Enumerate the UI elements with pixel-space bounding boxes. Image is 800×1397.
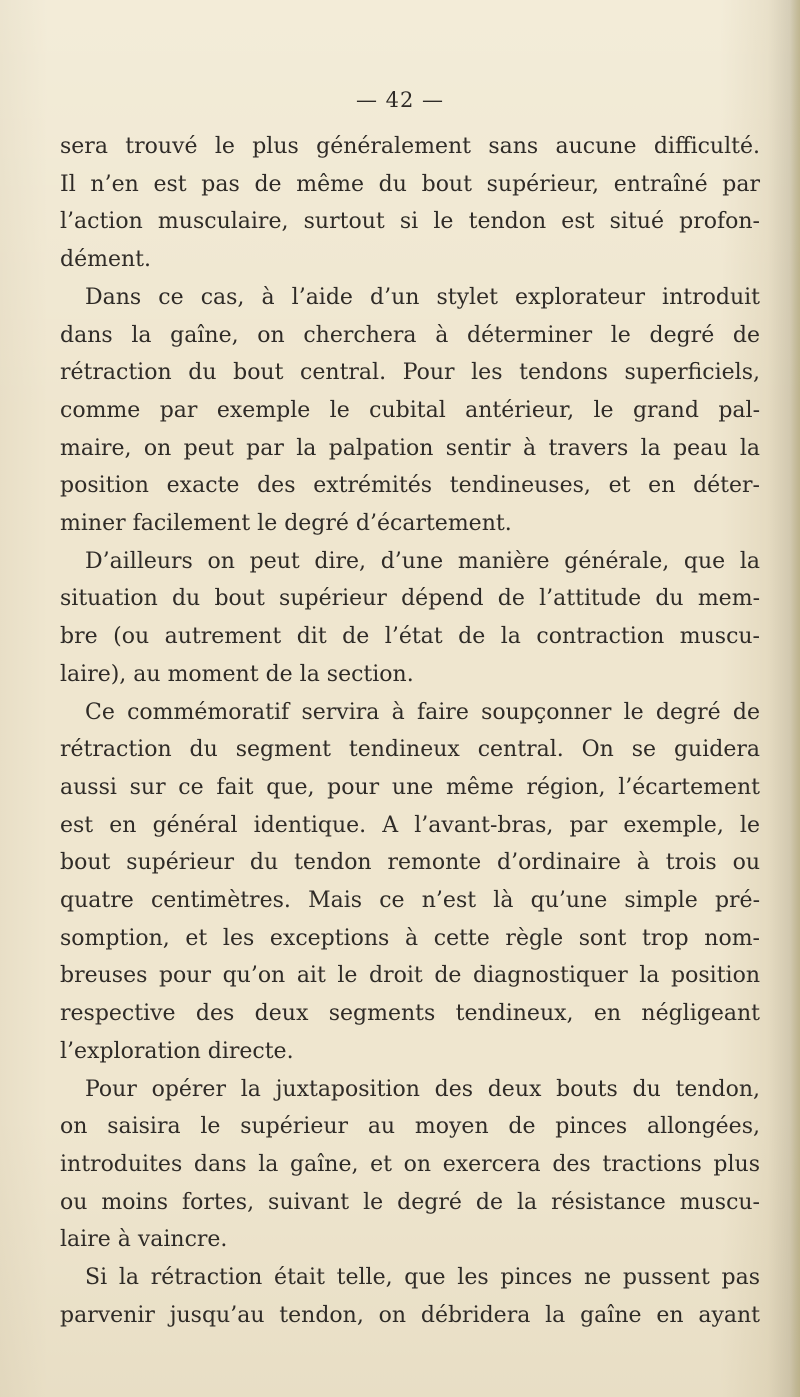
text-line: quatre centimètres. Mais ce n’est là qu’une simple pré- bbox=[60, 888, 760, 914]
page-edge-shadow bbox=[790, 0, 800, 1397]
text-line: position exacte des extrémités tendineuses, et en déter- bbox=[60, 473, 760, 499]
text-line: miner facilement le degré d’écartement. bbox=[60, 511, 512, 537]
text-line: laire), au moment de la section. bbox=[60, 661, 414, 687]
text-line: l’action musculaire, surtout si le tendon est situé profon- bbox=[60, 209, 760, 235]
body-text bbox=[60, 128, 760, 1335]
text-line: bout supérieur du tendon remonte d’ordinaire à trois ou bbox=[60, 850, 760, 876]
text-line: Pour opérer la juxtaposition des deux bouts du tendon, bbox=[85, 1076, 760, 1102]
text-line: aussi sur ce fait que, pour une même région, l’écartement bbox=[60, 774, 760, 800]
paragraph bbox=[60, 694, 760, 1071]
paragraph bbox=[60, 128, 760, 279]
text-line: maire, on peut par la palpation sentir à travers la peau la bbox=[60, 435, 760, 461]
text-line: est en général identique. A l’avant-bras, par exemple, le bbox=[60, 812, 760, 838]
text-line: D’ailleurs on peut dire, d’une manière générale, que la bbox=[85, 548, 760, 574]
paragraph bbox=[60, 279, 760, 543]
text-line: Il n’en est pas de même du bout supérieur, entraîné par bbox=[60, 171, 760, 197]
text-line: dans la gaîne, on cherchera à déterminer le degré de bbox=[60, 322, 760, 348]
text-line: parvenir jusqu’au tendon, on débridera la gaîne en ayant bbox=[60, 1302, 760, 1328]
text-line: Ce commémoratif servira à faire soupçonner le degré de bbox=[85, 699, 760, 725]
text-line: rétraction du bout central. Pour les tendons superficiels, bbox=[60, 360, 760, 386]
text-line: comme par exemple le cubital antérieur, le grand pal- bbox=[60, 397, 760, 423]
text-line: dément. bbox=[60, 247, 151, 273]
text-line: breuses pour qu’on ait le droit de diagnostiquer la position bbox=[60, 963, 760, 989]
page-number: — 42 — bbox=[355, 88, 445, 112]
text-line: ou moins fortes, suivant le degré de la résistance muscu- bbox=[60, 1189, 760, 1215]
text-line: Dans ce cas, à l’aide d’un stylet explorateur introduit bbox=[85, 284, 760, 310]
text-line: rétraction du segment tendineux central. On se guidera bbox=[60, 737, 760, 763]
paragraph bbox=[60, 1259, 760, 1334]
text-line: on saisira le supérieur au moyen de pinces allongées, bbox=[60, 1114, 760, 1140]
text-line: bre (ou autrement dit de l’état de la contraction muscu- bbox=[60, 624, 760, 650]
paragraph bbox=[60, 1071, 760, 1260]
text-line: l’exploration directe. bbox=[60, 1038, 294, 1064]
text-line: somption, et les exceptions à cette règle sont trop nom- bbox=[60, 925, 760, 951]
paragraph bbox=[60, 543, 760, 694]
text-line: Si la rétraction était telle, que les pinces ne pussent pas bbox=[85, 1265, 760, 1291]
text-line: sera trouvé le plus généralement sans aucune difficulté. bbox=[60, 134, 760, 159]
text-line: laire à vaincre. bbox=[60, 1227, 228, 1253]
text-line: situation du bout supérieur dépend de l’attitude du mem- bbox=[60, 586, 760, 612]
text-line: introduites dans la gaîne, et on exercera des tractions plus bbox=[60, 1151, 760, 1177]
text-line: respective des deux segments tendineux, en négligeant bbox=[60, 1001, 760, 1027]
